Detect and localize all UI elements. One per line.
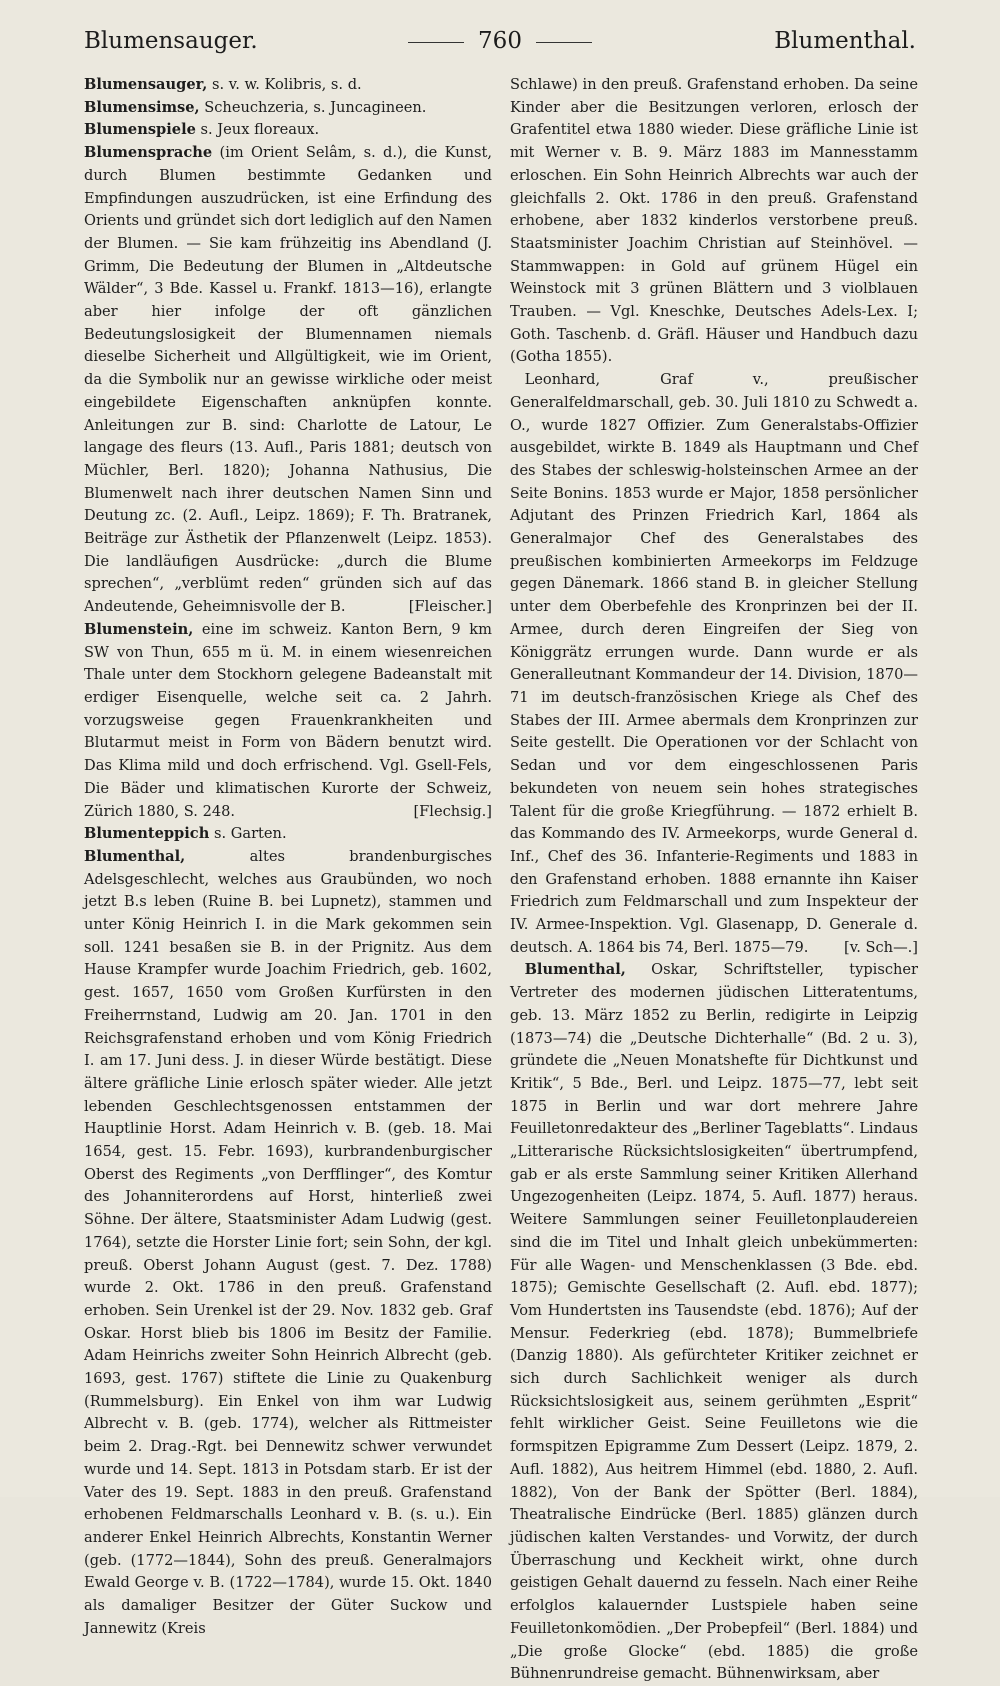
entry-term: Blumenstein, <box>84 620 194 638</box>
author-signature: [v. Sch—.] <box>844 938 918 956</box>
running-header <box>84 28 916 68</box>
entry-text: s. Garten. <box>209 825 287 843</box>
left-column <box>84 74 492 1641</box>
entry-text: eine im schweiz. Kanton Bern, 9 km SW von Thun, 655 m ü. M. in einem wiesenreichen Thale unter dem Stockhorn gelegene Badeanstalt mit erdiger Eisenquelle, welche seit ca. 2 Jahrh. vorzugsweise gegen Frauenkrankheiten und Blutarmut meist in Form von Bädern benutzt wird. Das Klima mild und doch erfrischend. Vgl. Gsell-Fels, Die Bäder und klimatischen Kurorte der Schweiz, Zürich 1880, S. 248. <box>84 620 492 820</box>
entry-text: s. Jeux floreaux. <box>195 121 320 139</box>
entry-term: Blumenthal, <box>84 847 186 865</box>
entry <box>84 846 492 1641</box>
entry <box>84 97 492 120</box>
entry-term: Blumensauger, <box>84 76 208 93</box>
author-signature: [Fleischer.] <box>408 598 492 616</box>
entry <box>84 74 492 97</box>
entry-text: Oskar, Schriftsteller, typischer Vertreter des modernen jüdischen Litteratentums, geb. 13. März 1852 zu Berlin, redigirte in Leipzig (1873—74) die „Deutsche Dichterhalle“ (Bd. 2 u. 3), gründete die „Neuen Monatshefte für Dichtkunst und Kritik“, 5 Bde., Berl. und Leipz. 1875—77, lebt seit 1875 in Berlin und war dort mehrere Jahre Feuilletonredakteur des „Berliner Tageblatts“. Lindaus „Litterarische Rücksichtslosigkeiten“ übertrumpfend, gab er als erste Sammlung seiner Kritiken Allerhand Ungezogenheiten (Leipz. 1874, 5. Aufl. 1877) heraus. Weitere Sammlungen seiner Feuilletonplaudereien sind die im Titel und Inhalt gleich unbekümmerten: Für alle Wagen- und Menschenklassen (3 Bde. ebd. 1875); Gemischte Gesellschaft (2. Aufl. ebd. 1877); Vom Hundertsten ins Tausendste (ebd. 1876); Auf der Mensur. Federkrieg (ebd. 1878); Bummelbriefe (Danzig 1880). Als gefürchteter Kritiker zeichnet er sich durch Sachlichkeit weniger als durch Rücksichtslosigkeit aus, seinem gerühmten „Esprit“ fehlt wirklicher Geist. Seine Feuilletons wie die formspitzen Epigramme Zum Dessert (Leipz. 1879, 2. Aufl. 1882), Aus heitrem Himmel (ebd. 1880, 2. Aufl. 1882), Von der Bank der Spötter (Berl. 1884), Theatralische Eindrücke (Berl. 1885) glänzen durch jüdischen kalten Verstandes- und Vorwitz, der durch Überraschung und Keckheit wirkt, ohne durch geistigen Gehalt dauernd zu fesseln. Nach einer Reihe erfolglos kalauernder Lustspiele haben seine Feuilletonkomödien. „Der Probepfeil“ (Berl. 1884) und „Die große Glocke“ (ebd. 1885) die große Bühnenrundreise gemacht. Bühnenwirksam, aber <box>510 961 918 1683</box>
entry-term: Blumenteppich <box>84 825 210 843</box>
entry-term: Blumensimse, <box>84 98 200 116</box>
entry-term: Blumenspiele <box>84 121 196 139</box>
page-number: 760 <box>84 28 916 54</box>
header-left-keyword: Blumensauger. <box>84 28 258 54</box>
right-column <box>510 74 918 1686</box>
entry-continuation <box>510 74 918 369</box>
entry-term: Blumensprache <box>84 144 213 162</box>
entry <box>510 959 918 1686</box>
entry-term: Blumenthal, <box>524 961 626 979</box>
entry-text: s. v. w. Kolibris, s. d. <box>207 76 362 93</box>
entry <box>84 823 492 846</box>
entry-text: Leonhard, Graf v., preußischer Generalfeldmarschall, geb. 30. Juli 1810 zu Schwedt a. O., wurde 1827 Offizier. Zum Generalstabs-Offizier ausgebildet, wirkte B. 1849 als Hauptmann und Chef des Stabes der schleswig-holsteinschen Armee an der Seite Bonins. 1853 wurde er Major, 1858 persönlicher Adjutant des Prinzen Friedrich Karl, 1864 als Generalmajor Chef des Generalstabes des preußischen kombinierten Armeekorps im Feldzuge gegen Dänemark. 1866 stand B. in gleicher Stellung unter dem Oberbefehle des Kronprinzen bei der II. Armee, durch deren Eingreifen der Sieg von Königgrätz errungen wurde. Dann wurde er als Generalleutnant Kommandeur der 14. Division, 1870—71 im deutsch-französischen Kriege als Chef des Stabes der III. Armee abermals dem Kronprinzen zur Seite gestellt. Die Operationen vor der Schlacht von Sedan und vor dem eingeschlossenen Paris bekundeten von neuem sein hohes strategisches Talent für die große Kriegführung. — 1872 erhielt B. das Kommando des IV. Armeekorps, wurde General d. Inf., Chef des 36. Infanterie-Regiments und 1883 in den Grafenstand erhoben. 1888 ernannte ihn Kaiser Friedrich zum Feldmarschall und zum Inspekteur der IV. Armee-Inspektion. Vgl. Glasenapp, D. Generale d. deutsch. A. 1864 bis 74, Berl. 1875—79. <box>510 371 918 956</box>
entry-text: (im Orient Selâm, s. d.), die Kunst, durch Blumen bestimmte Gedanken und Empfindungen auszudrücken, ist eine Erfindung des Orients und gründet sich dort lediglich auf den Namen der Blumen. — Sie kam frühzeitig ins Abendland (J. Grimm, Die Bedeutung der Blumen in „Altdeutsche Wälder“, 3 Bde. Kassel u. Frankf. 1813—16), erlangte aber hier infolge der oft gänzlichen Bedeutungslosigkeit der Blumennamen niemals dieselbe Sicherheit und Allgültigkeit, wie im Orient, da die Symbolik nur an gewisse wirkliche oder meist eingebildete Eigenschaften anknüpfen konnte. Anleitungen zur B. sind: Charlotte de Latour, Le langage des fleurs (13. Aufl., Paris 1881; deutsch von Müchler, Berl. 1820); Johanna Nathusius, Die Blumenwelt nach ihrer deutschen Namen Sinn und Deutung zc. (2. Aufl., Leipz. 1869); F. Th. Bratranek, Beiträge zur Ästhetik der Pflanzenwelt (Leipz. 1853). Die landläufigen Ausdrücke: „durch die Blume sprechen“, „verblümt reden“ gründen sich auf das Andeutende, Geheimnisvolle der B. <box>84 144 492 616</box>
author-signature: [Flechsig.] <box>413 802 492 820</box>
entry <box>84 119 492 142</box>
entry <box>84 619 492 823</box>
entry-text: Schlawe) in den preuß. Grafenstand erhoben. Da seine Kinder aber die Besitzungen verloren, erlosch der Grafentitel etwa 1880 wieder. Diese gräfliche Linie ist mit Werner v. B. 9. März 1883 im Mannesstamm erloschen. Ein Sohn Heinrich Albrechts war auch der gleichfalls 2. Okt. 1786 in den preuß. Grafenstand erhobene, aber 1832 kinderlos verstorbene preuß. Staatsminister Joachim Christian auf Steinhövel. — Stammwappen: in Gold auf grünem Hügel ein Weinstock mit 3 grünen Blättern und 3 violblauen Trauben. — Vgl. Kneschke, Deutsches Adels-Lex. I; Goth. Taschenb. d. Gräfl. Häuser und Handbuch dazu (Gotha 1855). <box>510 76 918 366</box>
entry-text: Scheuchzeria, s. Juncagineen. <box>199 98 427 116</box>
header-right-keyword: Blumenthal. <box>774 28 916 54</box>
entry <box>84 142 492 619</box>
entry-text: altes brandenburgisches Adelsgeschlecht, welches aus Graubünden, wo noch jetzt B.s leben (Ruine B. bei Lupnetz), stammen und unter König Heinrich I. in die Mark gekommen sein soll. 1241 besaßen sie B. in der Prignitz. Aus dem Hause Krampfer wurde Joachim Friedrich, geb. 1602, gest. 1657, 1650 vom Großen Kurfürsten in den Freiherrnstand, Ludwig am 20. Jan. 1701 in den Reichsgrafenstand erhoben und vom König Friedrich I. am 17. Juni dess. J. in dieser Würde bestätigt. Diese ältere gräfliche Linie erlosch später wieder. Alle jetzt lebenden Geschlechtsgenossen entstammen der Hauptlinie Horst. Adam Heinrich v. B. (geb. 18. Mai 1654, gest. 15. Febr. 1693), kurbrandenburgischer Oberst des Regiments „von Derfflinger“, des Komtur des Johanniterordens auf Horst, hinterließ zwei Söhne. Der ältere, Staatsminister Adam Ludwig (gest. 1764), setzte die Horster Linie fort; sein Sohn, der kgl. preuß. Oberst Johann August (gest. 7. Dez. 1788) wurde 2. Okt. 1786 in den preuß. Grafenstand erhoben. Sein Urenkel ist der 29. Nov. 1832 geb. Graf Oskar. Horst blieb bis 1806 im Besitz der Familie. Adam Heinrichs zweiter Sohn Heinrich Albrecht (geb. 1693, gest. 1767) stiftete die Linie zu Quakenburg (Rummelsburg). Ein Enkel von ihm war Ludwig Albrecht v. B. (geb. 1774), welcher als Rittmeister beim 2. Drag.-Rgt. bei Dennewitz schwer verwundet wurde und 14. Sept. 1813 in Potsdam starb. Er ist der Vater des 19. Sept. 1883 in den preuß. Grafenstand erhobenen Feldmarschalls Leonhard v. B. (s. u.). Ein anderer Enkel Heinrich Albrechts, Konstantin Werner (geb. (1772—1844), Sohn des preuß. Generalmajors Ewald George v. B. (1722—1784), wurde 15. Okt. 1840 als damaliger Besitzer der Güter Suckow und Jannewitz (Kreis <box>84 847 492 1637</box>
entry <box>510 369 918 959</box>
